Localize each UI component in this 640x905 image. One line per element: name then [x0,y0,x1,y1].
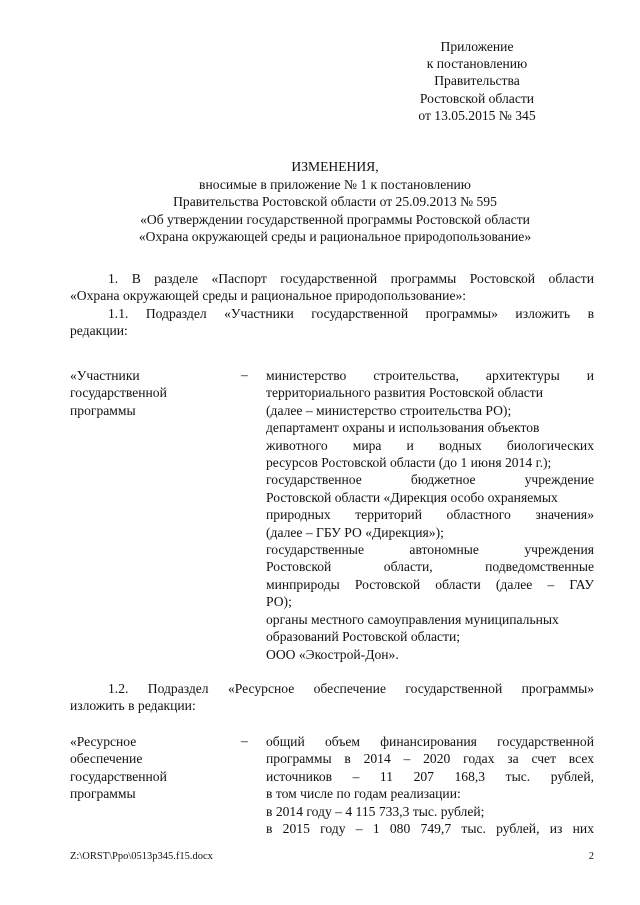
participants-content-line: ресурсов Ростовской области (до 1 июня 2014 г.); [266,455,552,471]
label-line: обеспечение [70,751,143,767]
resources-content-line: в том числе по годам реализации: [266,786,461,802]
resources-content-line: общий объем финансирования государственной [266,734,594,749]
participants-content-line: РО); [266,594,292,610]
resources-content-line: в 2015 году – 1 080 749,7 тыс. рублей, из них [266,821,594,837]
participants-content-line: департамент охраны и использования объектов [266,420,540,436]
subsection-1-1-line: 1.1. Подраздел «Участники государственной программы» изложить в [108,305,594,321]
section-1-line: «Охрана окружающей среды и рациональное природопользование»: [70,288,467,304]
dash-separator: – [241,733,248,748]
page-number: 2 [588,851,594,862]
title-heading: ИЗМЕНЕНИЯ, [291,159,379,174]
participants-content-line: (далее – министерство строительства РО); [266,402,512,418]
appendix-header [387,38,567,124]
label-line: государственной [70,385,167,401]
participants-content-line: ООО «Экострой-Дон». [266,646,399,662]
subsection-1-2-line: изложить в редакции: [70,698,196,714]
participants-label [70,367,220,419]
title-line: вносимые в приложение № 1 к постановлению [199,176,471,192]
resources-content-line: программы в 2014 – 2020 годах за счет всех [266,751,594,767]
participants-content-line: животного мира и водных биологических [266,437,594,453]
title-line: «Охрана окружающей среды и рациональное природопользование» [138,229,532,245]
footer-file-path: Z:\ORST\Ppo\0513p345.f15.docx [70,851,213,862]
participants-content-line: Ростовской области «Дирекция особо охраняемых [266,489,558,505]
participants-content-line: минприроды Ростовской области (далее – ГАУ [266,576,594,592]
participants-content-line: министерство строительства, архитектуры и [266,368,594,383]
label-line: государственной [70,768,167,784]
title-line: «Об утверждении государственной программы Ростовской области [140,211,530,227]
participants-content [266,367,594,663]
section-1-line: 1. В разделе «Паспорт государственной программы Ростовской области [108,271,594,286]
label-line: «Участники [70,368,140,383]
label-line: программы [70,402,136,418]
dash-separator: – [241,367,248,382]
resources-content-line: в 2014 году – 4 115 733,3 тыс. рублей; [266,803,485,819]
resources-content [266,733,594,837]
appendix-line: Ростовской области [419,90,535,106]
participants-content-line: Ростовской области, подведомственные [266,559,594,575]
participants-content-line: территориального развития Ростовской области [266,385,544,401]
appendix-line: от 13.05.2015 № 345 [418,107,536,123]
subsection-1-2-line: 1.2. Подраздел «Ресурсное обеспечение государственной программы» [108,681,594,696]
section-1-2-paragraph [70,680,594,715]
appendix-line: Правительства [434,73,520,89]
subsection-1-1-line: редакции: [70,323,128,339]
title-line: Правительства Ростовской области от 25.09.2013 № 595 [173,194,497,210]
resources-label [70,733,220,803]
label-line: «Ресурсное [70,734,137,749]
participants-content-line: государственное бюджетное учреждение [266,472,594,488]
participants-content-line: природных территорий областного значения» [266,507,594,523]
participants-content-line: (далее – ГБУ РО «Дирекция»); [266,524,444,540]
section-1-paragraph [70,270,594,340]
participants-content-line: органы местного самоуправления муниципальных [266,611,559,627]
appendix-line: к постановлению [426,56,528,72]
participants-content-line: государственные автономные учреждения [266,542,594,558]
resources-content-line: источников – 11 207 168,3 тыс. рублей, [266,768,594,784]
label-line: программы [70,786,136,802]
document-title [70,158,600,246]
participants-content-line: образований Ростовской области; [266,629,461,645]
appendix-line: Приложение [440,39,514,54]
